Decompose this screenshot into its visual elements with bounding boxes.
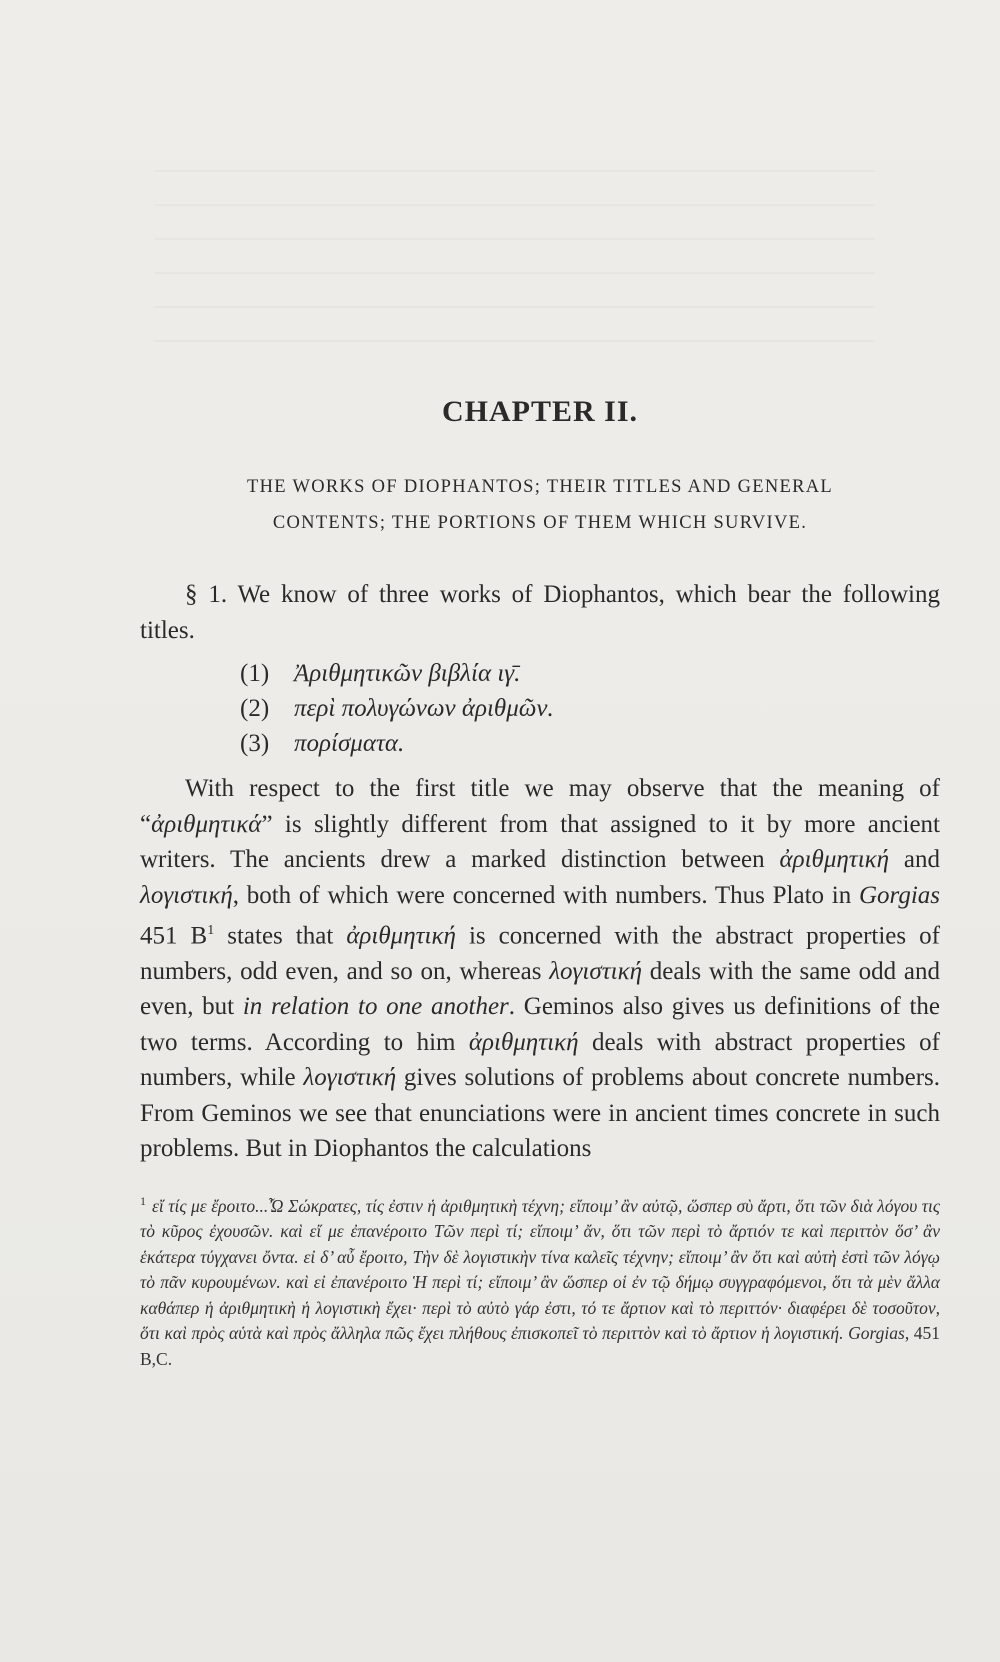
section-1-text: We know of three works of Diophantos, which bear the following titles. xyxy=(140,581,940,644)
greek-term: λογιστική xyxy=(140,881,233,909)
text-run: 451 B xyxy=(140,922,208,950)
italic-title: Gorgias xyxy=(858,881,940,909)
text-column xyxy=(140,395,940,1372)
list-item-number: (2) xyxy=(240,695,270,722)
list-item-greek-title: πορίσματα. xyxy=(294,730,405,757)
greek-term: λογιστική xyxy=(549,957,642,985)
greek-term: ἀριθμητική xyxy=(779,846,890,873)
footnote xyxy=(140,1189,940,1372)
list-item-greek-title: περὶ πολυγώνων ἀριθμῶν. xyxy=(294,695,554,722)
body-paragraph xyxy=(140,771,940,1167)
list-item-number: (3) xyxy=(240,730,270,757)
subtitle-line-1: THE WORKS OF DIOPHANTOS; THEIR TITLES AND GENERAL xyxy=(247,477,833,497)
text-run: , both of which were concerned with numbers. Thus Plato in xyxy=(232,881,859,909)
greek-term: ἀριθμητικά xyxy=(151,810,262,838)
text-run: gives solutions of problems about concrete numbers. From Geminos we see that enunciations were in ancient times concrete in such problems. But in Diophantos the calculations xyxy=(140,1064,940,1163)
text-run: With respect to the first title we may observe that the meaning of “ xyxy=(140,775,940,838)
text-run: deals with abstract properties of numbers, while xyxy=(140,1028,940,1092)
footnote-reference: 1 xyxy=(207,923,215,938)
footnote-mark: 1 xyxy=(140,1193,146,1208)
greek-term: ἀριθμητική xyxy=(468,1028,579,1056)
footnote-greek-text: εἴ τίς με ἔροιτο...Ὦ Σώκρατες, τίς ἐστιν ἡ ἀριθμητικὴ τέχνη; εἴποιμ’ ἂν αὐτῷ, ὥσπερ σὺ ἄρτι, ὅτι τῶν διὰ λόγου τις τὸ κῦρος ἐχουσῶν. καὶ εἴ με ἐπανέροιτο Τῶν περὶ τί; εἴποιμ’ ἄν, ὅτι τῶν περὶ τὸ ἄρτιόν τε καὶ περιττὸν ὅσ’ ἂν ἑκάτερα τύγχανει ὄντα. εἰ δ’ αὖ ἔροιτο, Τὴν δὲ λογιστικὴν τίνα καλεῖς τέχνην; εἴποιμ’ ἂν ὅτι καὶ αὐτὴ ἐστὶ τῶν λόγῳ τὸ πᾶν κυρουμένων. καὶ εἰ ἐπανέροιτο Ἡ περὶ τί; εἴποιμ’ ἂν ὥσπερ οἱ ἐν τῷ δήμῳ συγγραφόμενοι, ὅτι τὰ μὲν ἄλλα καθάπερ ἡ ἀριθμητικὴ ἡ λογιστικὴ ἔχει· περὶ τὸ αὐτὸ γάρ ἐστι, τό τε ἄρτιον καὶ τὸ περιττόν· διαφέρει δὲ τοσοῦτον, ὅτι καὶ πρὸς αὑτὰ καὶ πρὸς ἄλληλα πῶς ἔχει πλήθους ἐπισκοπεῖ τὸ περιττὸν καὶ τὸ ἄρτιον ἡ λογιστική. xyxy=(140,1195,940,1344)
text-run: deals with the same odd and even, but xyxy=(140,957,940,1021)
show-through-text xyxy=(155,170,875,370)
text-run: is concerned with the abstract properties of numbers, odd even, and so on, whereas xyxy=(140,922,940,985)
text-run: and xyxy=(889,846,940,873)
subtitle-line-2: CONTENTS; THE PORTIONS OF THEM WHICH SURVIVE. xyxy=(272,513,808,533)
list-item-greek-title: Ἀριθμητικῶν βιβλία ιγ̄. xyxy=(294,660,521,687)
list-item-number: (1) xyxy=(240,660,270,687)
chapter-subtitle xyxy=(140,469,940,541)
text-run: ” is slightly different from that assigned to it by more ancient writers. The ancients drew a marked distinction between xyxy=(140,810,940,873)
footnote-source: Gorgias xyxy=(848,1323,905,1344)
text-run: states that xyxy=(214,922,347,950)
section-1-paragraph xyxy=(140,577,940,648)
list-item xyxy=(240,656,940,691)
list-item xyxy=(240,691,940,726)
text-run: . Geminos also gives us definitions of the two terms. According to him xyxy=(140,993,940,1056)
footnote-reference-text: , 451 B,C. xyxy=(140,1323,941,1369)
section-mark: § 1. xyxy=(185,581,228,608)
greek-term: ἀριθμητική xyxy=(346,922,456,950)
work-titles-list xyxy=(240,656,940,761)
chapter-title: CHAPTER II. xyxy=(441,395,639,428)
italic-phrase: in relation to one another xyxy=(242,993,509,1021)
list-item xyxy=(240,726,940,761)
greek-term: λογιστική xyxy=(303,1064,397,1092)
